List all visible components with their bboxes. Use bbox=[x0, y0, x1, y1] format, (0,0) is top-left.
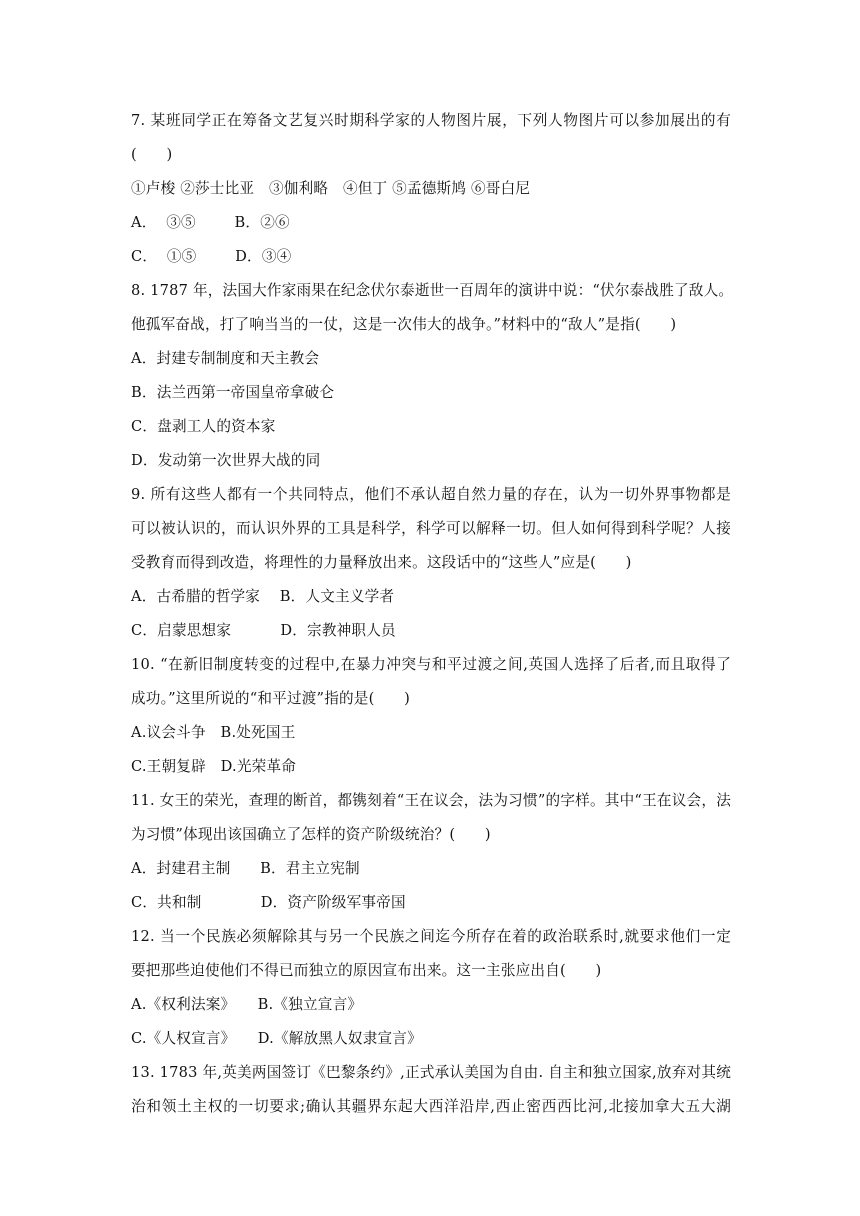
q10-stem-line-1: 10. “在新旧制度转变的过程中,在暴力冲突与和平过渡之间,英国人选择了后者,而且取得了 bbox=[131, 656, 731, 673]
q8-stem-line-2: 他孤军奋战，打了响当当的一仗，这是一次伟大的战争。”材料中的“敌人”是指( ) bbox=[131, 316, 677, 333]
q9-option-row-2: C．启蒙思想家 D．宗教神职人员 bbox=[131, 622, 396, 639]
q7-option-row-1: A． ③⑤ B．②⑥ bbox=[131, 214, 290, 231]
q13-stem-line-1: 13. 1783 年,英美两国签订《巴黎条约》,正式承认美国为自由. 自主和独立国家,放弃对其统 bbox=[131, 1064, 731, 1081]
q9-option-row-1: A．古希腊的哲学家 B．人文主义学者 bbox=[131, 588, 395, 605]
q7-option-row-2: C． ①⑤ D．③④ bbox=[131, 248, 292, 265]
q11-option-row-2: C．共和制 D．资产阶级军事帝国 bbox=[131, 894, 406, 911]
q10-stem-line-2: 成功。”这里所说的“和平过渡”指的是( ) bbox=[131, 690, 410, 707]
q9-stem-line-1: 9. 所有这些人都有一个共同特点，他们不承认超自然力量的存在，认为一切外界事物都是 bbox=[131, 486, 731, 503]
q11-stem-line-1: 11. 女王的荣光，查理的断首，都镌刻着“王在议会，法为习惯”的字样。其中“王在议会，法 bbox=[131, 792, 731, 809]
q9-stem-line-2: 可以被认识的，而认识外界的工具是科学，科学可以解释一切。但人如何得到科学呢？人接 bbox=[131, 520, 731, 537]
q10-option-row-2: C.王朝复辟 D.光荣革命 bbox=[131, 758, 297, 775]
q8-option-c: C．盘剥工人的资本家 bbox=[131, 418, 276, 435]
q8-option-a: A．封建专制制度和天主教会 bbox=[131, 350, 320, 367]
q12-stem-line-2: 要把那些迫使他们不得已而独立的原因宣布出来。这一主张应出自( ) bbox=[131, 962, 602, 979]
q8-option-d: D．发动第一次世界大战的同 bbox=[131, 452, 321, 469]
q11-stem-line-2: 为习惯”体现出该国确立了怎样的资产阶级统治？( ) bbox=[131, 826, 491, 843]
q7-choices-list: ①卢梭 ②莎士比亚 ③伽利略 ④但丁 ⑤孟德斯鸠 ⑥哥白尼 bbox=[131, 180, 531, 197]
q12-option-row-2: C.《人权宣言》 D.《解放黑人奴隶宣言》 bbox=[131, 1030, 422, 1047]
q8-option-b: B．法兰西第一帝国皇帝拿破仑 bbox=[131, 384, 335, 401]
q11-option-row-1: A．封建君主制 B．君主立宪制 bbox=[131, 860, 360, 877]
q10-option-row-1: A.议会斗争 B.处死国王 bbox=[131, 724, 296, 741]
q9-stem-line-3: 受教育而得到改造，将理性的力量释放出来。这段话中的“这些人”应是( ) bbox=[131, 554, 632, 571]
q12-stem-line-1: 12. 当一个民族必须解除其与另一个民族之间迄今所存在着的政治联系时,就要求他们一定 bbox=[131, 928, 731, 945]
q13-stem-line-2: 治和领土主权的一切要求;确认其疆界东起大西洋沿岸,西止密西西比河,北接加拿大五大湖 bbox=[131, 1098, 731, 1115]
q7-stem-line-1: 7. 某班同学正在筹备文艺复兴时期科学家的人物图片展，下列人物图片可以参加展出的有 bbox=[131, 112, 731, 129]
q12-option-row-1: A.《权利法案》 B.《独立宣言》 bbox=[131, 996, 363, 1013]
q7-stem-line-2: ( ) bbox=[131, 146, 173, 163]
q8-stem-line-1: 8. 1787 年，法国大作家雨果在纪念伏尔泰逝世一百周年的演讲中说：“伏尔泰战胜了敌人。 bbox=[131, 282, 734, 299]
